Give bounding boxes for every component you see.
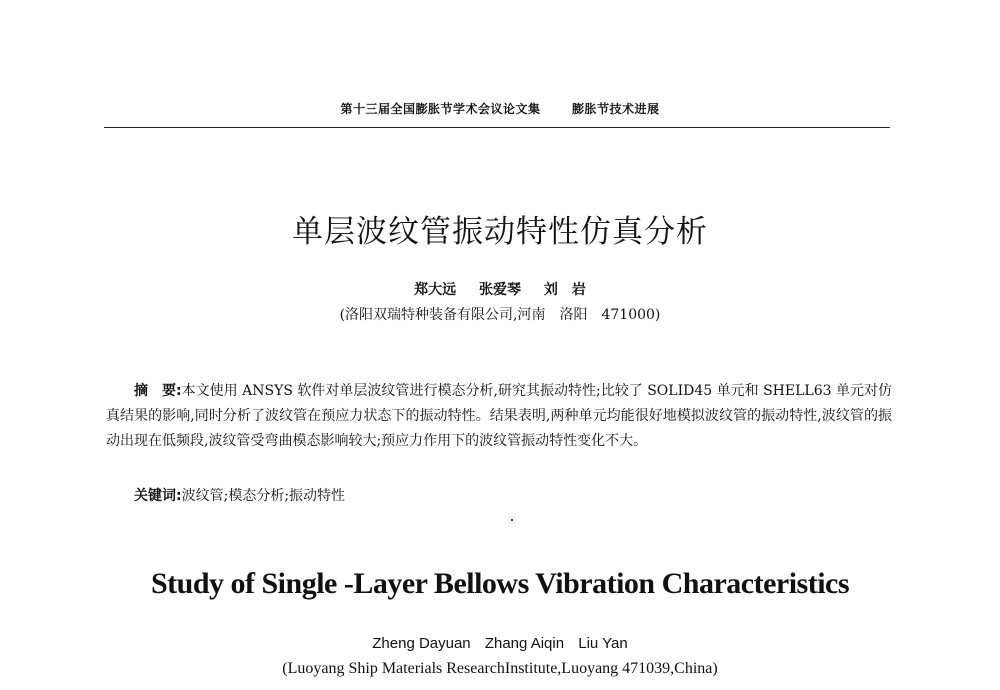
keywords-label: 关键词: — [134, 488, 182, 504]
english-title: Study of Single -Layer Bellows Vibration Characteristics — [150, 567, 850, 600]
author-en-2: Zhang Aiqin — [484, 635, 565, 652]
author-cn-3: 刘 岩 — [543, 282, 586, 298]
series-title: 膨胀节技术进展 — [571, 102, 660, 116]
english-authors — [0, 635, 1000, 652]
english-affiliation: (Luoyang Ship Materials ResearchInstitute,Luoyang 471039,China) — [282, 660, 718, 677]
author-cn-2: 张爱琴 — [479, 282, 521, 298]
keywords-text: 波纹管;模态分析;振动特性 — [181, 488, 346, 504]
author-en-3: Liu Yan — [578, 635, 628, 652]
abstract-text: 本文使用 ANSYS 软件对单层波纹管进行模态分析,研究其振动特性;比较了 SOLID45 单元和 SHELL63 单元对仿真结果的影响,同时分析了波纹管在预应力状态下的振动特性。结果表明,两种单元均能很好地模拟波纹管的振动特性,波纹管的振动出现在低频段,波纹管受弯曲模态影响较大;预应力作用下的波纹管振动特性变化不大。 — [106, 383, 892, 449]
abstract-label: 摘 要: — [134, 383, 182, 399]
author-cn-1: 郑大远 — [414, 282, 457, 298]
proceedings-title: 第十三届全国膨胀节学术会议论文集 — [340, 102, 541, 116]
abstract — [106, 379, 892, 454]
chinese-authors — [0, 279, 1000, 299]
keywords — [134, 485, 345, 505]
running-header — [0, 100, 1000, 117]
scan-speck — [511, 519, 513, 521]
chinese-affiliation: (洛阳双瑞特种装备有限公司,河南 洛阳 471000) — [339, 307, 661, 323]
chinese-title: 单层波纹管振动特性仿真分析 — [292, 214, 708, 250]
header-rule — [104, 127, 890, 128]
author-en-1: Zheng Dayuan — [372, 635, 471, 652]
